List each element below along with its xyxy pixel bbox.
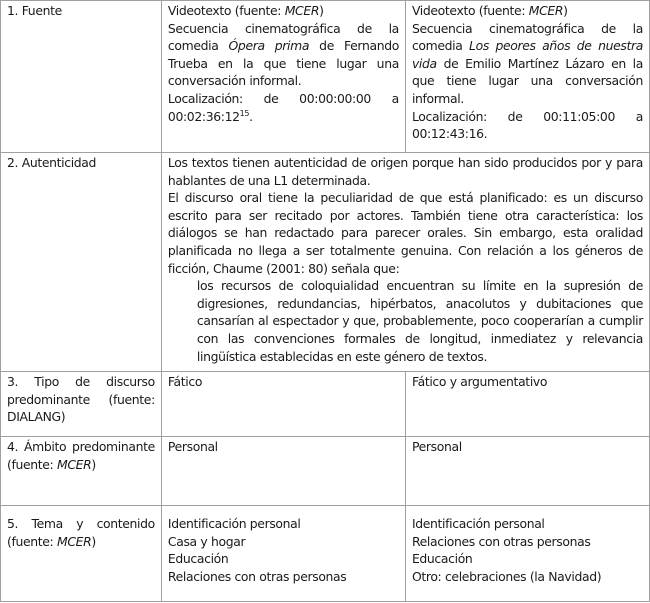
text-type: Videotexto (fuente: MCER) [167, 3, 324, 18]
source-cell-opera-prima [161, 1, 405, 153]
table-row-autenticidad [1, 153, 650, 372]
topics-cell-2 [405, 506, 649, 602]
topic-item: Otro: celebraciones (la Navidad) [411, 568, 602, 584]
discourse-type-cell-1: Fático [161, 372, 405, 437]
row-label: 1. Fuente [7, 3, 62, 18]
topic-item: Educación [411, 551, 473, 567]
source-location: Localización: de 00:00:00:00 a $00:02:36:12^{15}$. [167, 90, 399, 124]
row-label-fuente [1, 1, 162, 153]
table-row-ambito [1, 437, 650, 506]
table-row-fuente [1, 1, 650, 153]
table-row-tema [1, 506, 650, 602]
topic-item: Identificación personal [167, 516, 301, 531]
domain-cell-1: Personal [161, 437, 405, 506]
chaume-quote: los recursos de coloquialidad encuentran su límite en la supresión de digresiones, redundancias, hipérbatos, anacolutos y dubitaciones que cansarían al espectador y que, probablemente, poco cooperarían a cumplir con las convenciones formales de longitud, inmediatez y relevancia lingüística establecidas en este género de textos. [196, 278, 643, 364]
row-label-ambito: 4. Ámbito predominante (fuente: MCER) [1, 437, 162, 506]
topic-item: Casa y hogar [167, 533, 246, 549]
row-label-tema: 5. Tema y contenido (fuente: MCER) [1, 506, 162, 602]
authenticity-cell [161, 153, 649, 372]
row-label-autenticidad: 2. Autenticidad [1, 153, 162, 372]
authenticity-paragraph-2: El discurso oral tiene la peculiaridad de que está planificado: es un discurso escrito para ser recitado por actores. También tiene otra característica: los diálogos se han redactado para parecer orales. Sin embargo, esta oralidad planificada no llega a ser totalmente genuina. Con relación a los géneros de ficción, Chaume (2001: 80) señala que: [167, 190, 643, 276]
film-title: Los peores años de nuestra vida [411, 38, 643, 71]
footnote-ref: 15 [239, 108, 250, 118]
domain-cell-2: Personal [405, 437, 649, 506]
topic-item: Identificación personal [411, 516, 545, 531]
table-row-tipo-discurso [1, 372, 650, 437]
source-description: Secuencia cinematográfica de la comedia Los peores años de nuestra vida de Emilio Martínez Lázaro en la que tiene lugar una conversación informal. [411, 20, 643, 106]
authenticity-paragraph-1: Los textos tienen autenticidad de origen porque han sido producidos por y para hablantes de una L1 determinada. [167, 155, 643, 188]
row-label-tipo-discurso: 3. Tipo de discurso predominante (fuente: DIALANG) [1, 372, 162, 437]
source-cell-los-peores [405, 1, 649, 153]
topic-item: Educación [167, 551, 229, 567]
film-title: Ópera prima [228, 38, 310, 54]
source-location: Localización: de 00:11:05:00 a 00:12:43:16. [411, 108, 643, 142]
discourse-type-cell-2: Fático y argumentativo [405, 372, 649, 437]
text-type: Videotexto (fuente: MCER) [411, 3, 568, 18]
topics-cell-1 [161, 506, 405, 602]
source-description: Secuencia cinematográfica de la comedia Ópera prima de Fernando Trueba en la que tiene lugar una conversación informal. [167, 20, 399, 89]
topic-item: Relaciones con otras personas [167, 568, 347, 584]
topic-item: Relaciones con otras personas [411, 533, 591, 549]
